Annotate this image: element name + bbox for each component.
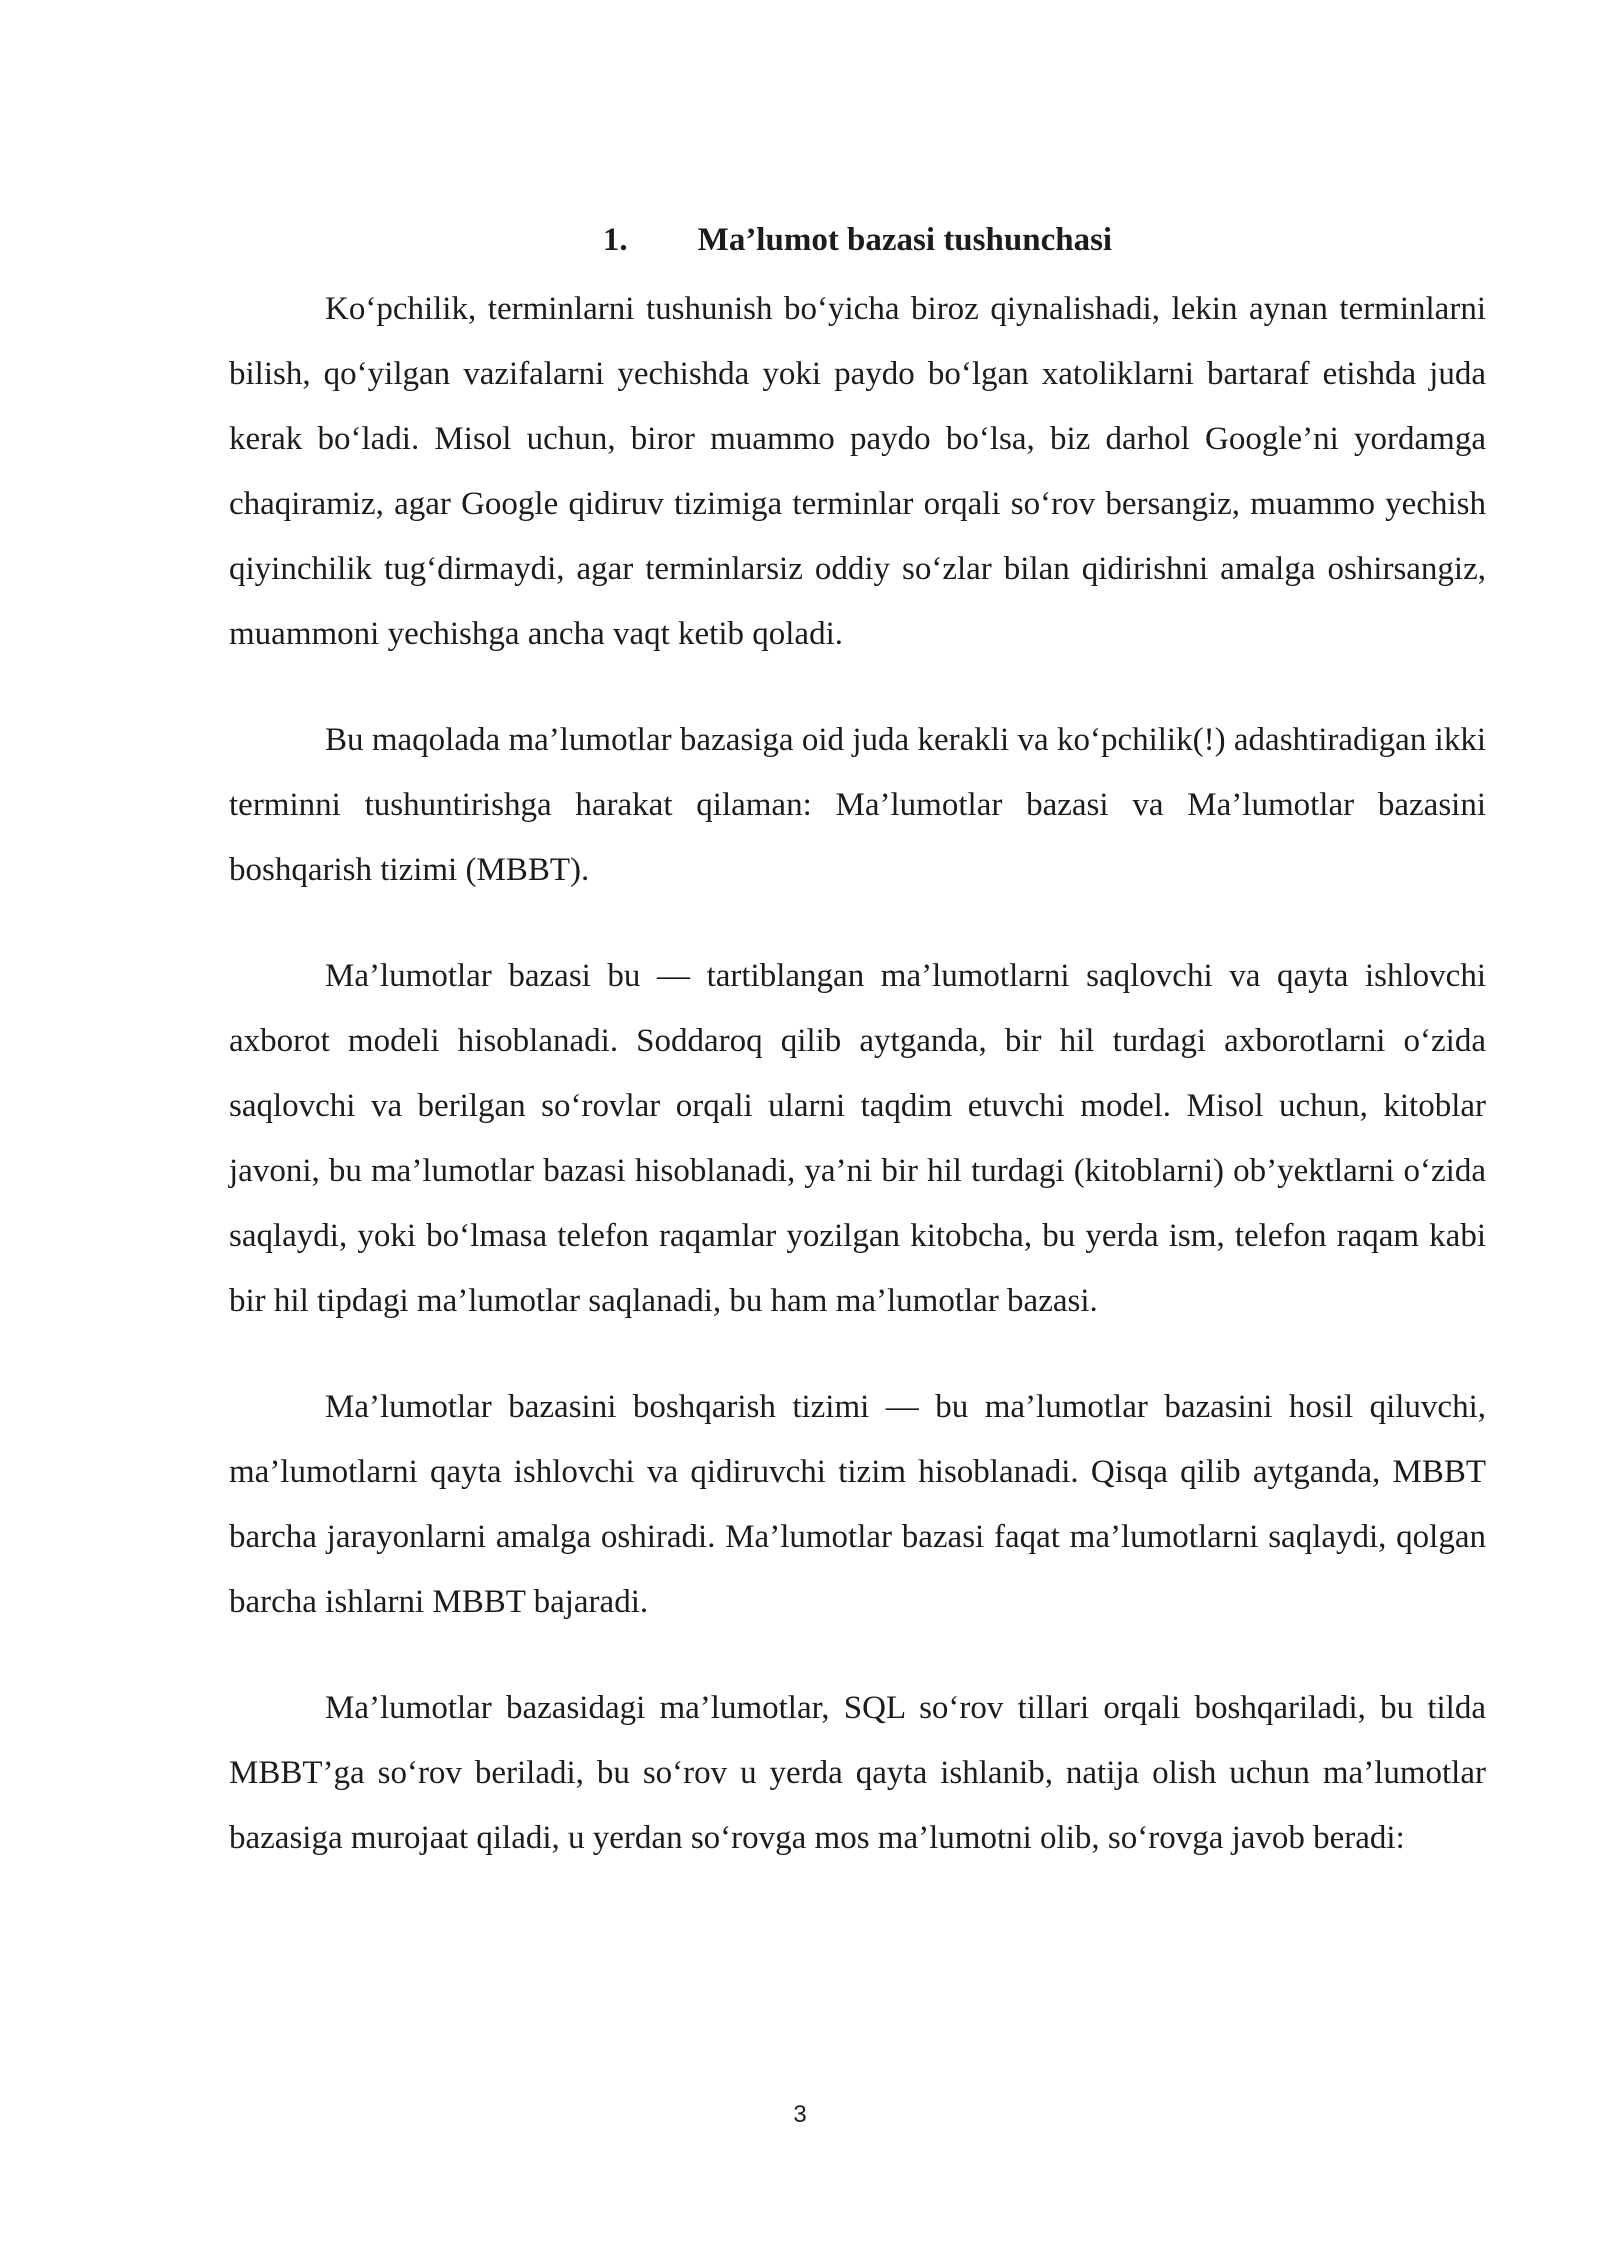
- paragraph-sql-queries: Ma’lumotlar bazasidagi ma’lumotlar, SQL so‘rov tillari orqali boshqariladi, bu tilda MBBT’ga so‘rov beriladi, bu so‘rov u yerda qayta ishlanib, natija olish uchun ma’lumotlar bazasiga murojaat qiladi, u yerdan so‘rovga mos ma’lumotni olib, so‘rovga javob beradi:: [229, 1690, 1486, 1856]
- paragraph-terminology-intro: Ko‘pchilik, terminlarni tushunish bo‘yicha biroz qiynalishadi, lekin aynan terminlarni bilish, qo‘yilgan vazifalarni yechishda yoki paydo bo‘lgan xatoliklarni bartaraf etishda juda kerak bo‘ladi. Misol uchun, biror muammo paydo bo‘lsa, biz darhol Google’ni yordamga chaqiramiz, agar Google qidiruv tizimiga terminlar orqali so‘rov bersangiz, muammo yechish qiyinchilik tug‘dirmaydi, agar terminlarsiz oddiy so‘zlar bilan qidirishni amalga oshirsangiz, muammoni yechishga ancha vaqt ketib qoladi.: [229, 291, 1486, 652]
- section-number: 1.: [602, 222, 628, 258]
- paragraph-database-definition: Ma’lumotlar bazasi bu — tartiblangan ma’lumotlarni saqlovchi va qayta ishlovchi axborot modeli hisoblanadi. Soddaroq qilib aytganda, bir hil turdagi axborotlarni o‘zida saqlovchi va berilgan so‘rovlar orqali ularni taqdim etuvchi model. Misol uchun, kitoblar javoni, bu ma’lumotlar bazasi hisoblanadi, ya’ni bir hil turdagi (kitoblarni) ob’yektlarni o‘zida saqlaydi, yoki bo‘lmasa telefon raqamlar yozilgan kitobcha, bu yerda ism, telefon raqam kabi bir hil tipdagi ma’lumotlar saqlanadi, bu ham ma’lumotlar bazasi.: [229, 958, 1486, 1319]
- section-heading: [229, 215, 1486, 265]
- paragraph-dbms-definition: Ma’lumotlar bazasini boshqarish tizimi — bu ma’lumotlar bazasini hosil qiluvchi, ma’lumotlarni qayta ishlovchi va qidiruvchi tizim hisoblanadi. Qisqa qilib aytganda, MBBT barcha jarayonlarni amalga oshiradi. Ma’lumotlar bazasi faqat ma’lumotlarni saqlaydi, qolgan barcha ishlarni MBBT bajaradi.: [229, 1389, 1486, 1620]
- page-number: 3: [793, 2101, 807, 2128]
- page-body: [229, 215, 1486, 1871]
- paragraph-article-purpose: Bu maqolada ma’lumotlar bazasiga oid juda kerakli va ko‘pchilik(!) adashtiradigan ikki terminni tushuntirishga harakat qilaman: Ma’lumotlar bazasi va Ma’lumotlar bazasini boshqarish tizimi (MBBT).: [229, 722, 1486, 888]
- section-title: Ma’lumot bazasi tushunchasi: [697, 222, 1113, 258]
